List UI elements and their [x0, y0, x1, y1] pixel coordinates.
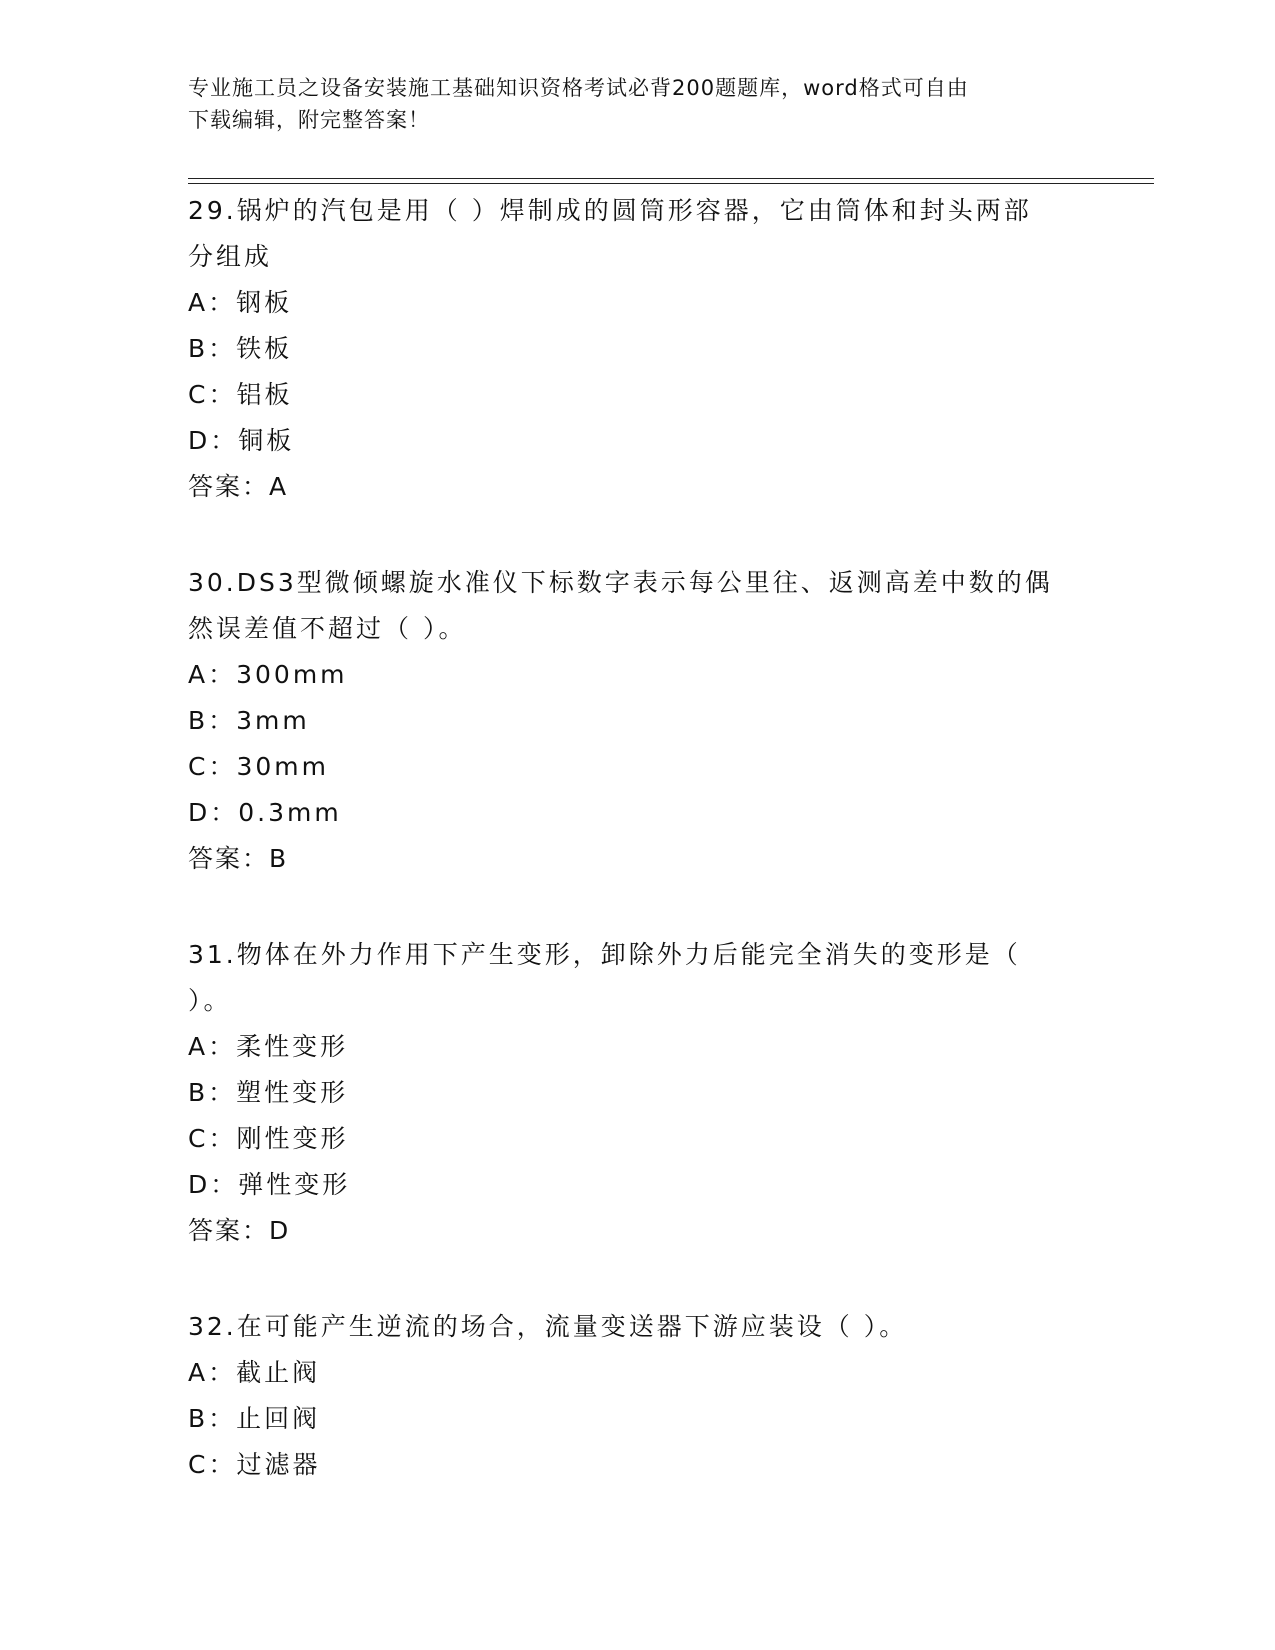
- option-b: B：止回阀: [188, 1404, 321, 1433]
- question-stem-line-2: 分组成: [188, 242, 273, 271]
- option-a: A：截止阀: [188, 1358, 321, 1387]
- question-stem-line-1: 29.锅炉的汽包是用（ ）焊制成的圆筒形容器，它由筒体和封头两部: [188, 196, 1032, 225]
- option-c: C：过滤器: [188, 1450, 321, 1479]
- header-divider-bottom: [188, 183, 1154, 184]
- question-31: [188, 932, 1088, 1254]
- option-d: D：0.3mm: [188, 798, 342, 827]
- option-b: B：铁板: [188, 334, 293, 363]
- header-divider-top: [188, 178, 1154, 179]
- question-list: [188, 188, 1088, 1538]
- option-b: B：3mm: [188, 706, 310, 735]
- header-line-1: 专业施工员之设备安装施工基础知识资格考试必背200题题库，word格式可自由: [188, 76, 969, 100]
- option-b: B：塑性变形: [188, 1078, 349, 1107]
- option-a: A：柔性变形: [188, 1032, 349, 1061]
- question-stem: [188, 188, 1088, 280]
- answer: 答案：B: [188, 844, 289, 873]
- question-stem-line-2: ）。: [188, 986, 232, 1015]
- option-c: C：刚性变形: [188, 1124, 349, 1153]
- document-header: [188, 72, 1088, 136]
- question-stem-line-1: 32.在可能产生逆流的场合，流量变送器下游应装设（ ）。: [188, 1312, 908, 1341]
- question-stem-line-2: 然误差值不超过（ ）。: [188, 614, 467, 643]
- option-a: A：钢板: [188, 288, 293, 317]
- option-c: C：铝板: [188, 380, 293, 409]
- question-30: [188, 560, 1088, 882]
- answer: 答案：D: [188, 1216, 291, 1245]
- question-stem: [188, 560, 1088, 652]
- question-32: [188, 1304, 1088, 1488]
- answer: 答案：A: [188, 472, 289, 501]
- option-c: C：30mm: [188, 752, 329, 781]
- option-a: A：300mm: [188, 660, 348, 689]
- question-stem: [188, 1304, 1088, 1350]
- question-29: [188, 188, 1088, 510]
- option-d: D：铜板: [188, 426, 295, 455]
- question-stem-line-1: 30.DS3型微倾螺旋水准仪下标数字表示每公里往、返测高差中数的偶: [188, 568, 1053, 597]
- option-d: D：弹性变形: [188, 1170, 351, 1199]
- question-stem: [188, 932, 1088, 1024]
- header-line-2: 下载编辑，附完整答案！: [188, 108, 430, 132]
- question-stem-line-1: 31.物体在外力作用下产生变形，卸除外力后能完全消失的变形是（: [188, 940, 1021, 969]
